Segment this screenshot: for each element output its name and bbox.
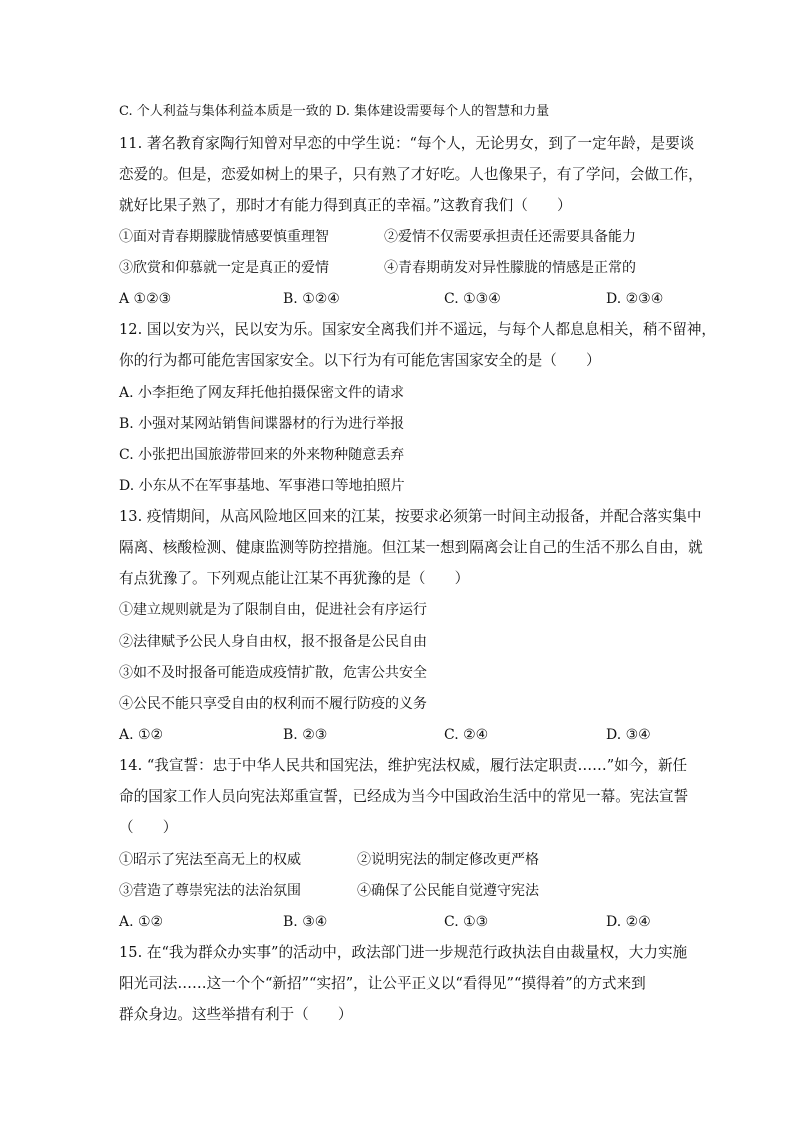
q13-statement-1: ①建立规则就是为了限制自由，促进社会有序运行: [119, 602, 427, 618]
q14-stem-line-1: 14. “我宣誓：忠于中华人民共和国宪法，维护宪法权威，履行法定职责……”如今，新任: [119, 757, 688, 774]
q14-statement-1: ①昭示了宪法至高无上的权威: [119, 852, 301, 868]
q13-choice-c: C. ②④: [444, 727, 489, 743]
q13-stem-line-2: 隔离、核酸检测、健康监测等防控措施。但江某一想到隔离会让自己的生活不那么自由，就: [119, 539, 703, 556]
q15-stem-line-3: 群众身边。这些举措有利于（ ）: [119, 1006, 353, 1023]
q12-choice-c: C. 小张把出国旅游带回来的外来物种随意丢弃: [119, 447, 405, 463]
q14-statement-4: ④确保了公民能自觉遵守宪法: [357, 883, 539, 899]
q14-stem-line-3: （ ）: [119, 819, 178, 836]
q15-stem-line-1: 15. 在“我为群众办实事”的活动中，政法部门进一步规范行政执法自由裁量权，大力实施: [119, 944, 688, 961]
q11-statement-1: ①面对青春期朦胧情感要慎重理智: [119, 229, 329, 245]
q14-choice-c: C. ①③: [444, 914, 489, 930]
q11-statement-2: ②爱情不仅需要承担责任还需要具备能力: [384, 229, 636, 245]
q10-option-line: C. 个人利益与集体利益本质是一致的 D. 集体建设需要每个人的智慧和力量: [119, 104, 550, 119]
q12-choice-b: B. 小强对某网站销售间谍器材的行为进行举报: [119, 416, 405, 432]
q14-statement-2: ②说明宪法的制定修改更严格: [357, 852, 539, 868]
q12-stem-line-1: 12. 国以安为兴，民以安为乐。国家安全离我们并不遥远，与每个人都息息相关，稍不留神，: [119, 321, 717, 338]
q11-statement-3: ③欣赏和仰慕就一定是真正的爱情: [119, 260, 329, 276]
q14-choice-d: D. ②④: [606, 914, 651, 930]
q13-choice-b: B. ②③: [283, 727, 328, 743]
q11-choice-a: A ①②③: [119, 291, 172, 307]
q14-choice-b: B. ③④: [283, 914, 328, 930]
q13-stem-line-1: 13. 疫情期间，从高风险地区回来的江某，按要求必须第一时间主动报备，并配合落实集中: [119, 508, 702, 525]
q11-choice-d: D. ②③④: [606, 291, 664, 307]
q13-choice-d: D. ③④: [606, 727, 651, 743]
q14-stem-line-2: 命的国家工作人员向宪法郑重宣誓，已经成为当今中国政治生活中的常见一幕。宪法宣誓: [119, 788, 689, 805]
q13-statement-4: ④公民不能只享受自由的权利而不履行防疫的义务: [119, 696, 427, 712]
q14-choice-a: A. ①②: [119, 914, 164, 930]
q11-stem-line-2: 恋爱的。但是，恋爱如树上的果子，只有熟了才好吃。人也像果子，有了学问，会做工作，: [119, 166, 703, 183]
q11-stem-line-3: 就好比果子熟了，那时才有能力得到真正的幸福。”这教育我们（ ）: [119, 197, 572, 214]
q11-choice-c: C. ①③④: [444, 291, 501, 307]
q11-stem-line-1: 11. 著名教育家陶行知曾对早恋的中学生说：“每个人，无论男女，到了一定年龄，是要谈: [119, 135, 695, 152]
q13-stem-line-3: 有点犹豫了。下列观点能让江某不再犹豫的是（ ）: [119, 570, 470, 587]
q12-stem-line-2: 你的行为都可能危害国家安全。以下行为有可能危害国家安全的是（ ）: [119, 352, 601, 369]
q13-choice-a: A. ①②: [119, 727, 164, 743]
q13-statement-2: ②法律赋予公民人身自由权，报不报备是公民自由: [119, 634, 427, 650]
q11-choice-b: B. ①②④: [283, 291, 340, 307]
q12-choice-d: D. 小东从不在军事基地、军事港口等地拍照片: [119, 478, 405, 494]
q15-stem-line-2: 阳光司法……这一个个“新招”“实招”，让公平正义以“看得见”“摸得着”的方式来到: [119, 975, 646, 992]
q11-statement-4: ④青春期萌发对异性朦胧的情感是正常的: [384, 260, 636, 276]
q12-choice-a: A. 小李拒绝了网友拜托他拍摄保密文件的请求: [119, 385, 405, 401]
q13-statement-3: ③如不及时报备可能造成疫情扩散，危害公共安全: [119, 665, 427, 681]
q14-statement-3: ③营造了尊崇宪法的法治氛围: [119, 883, 301, 899]
